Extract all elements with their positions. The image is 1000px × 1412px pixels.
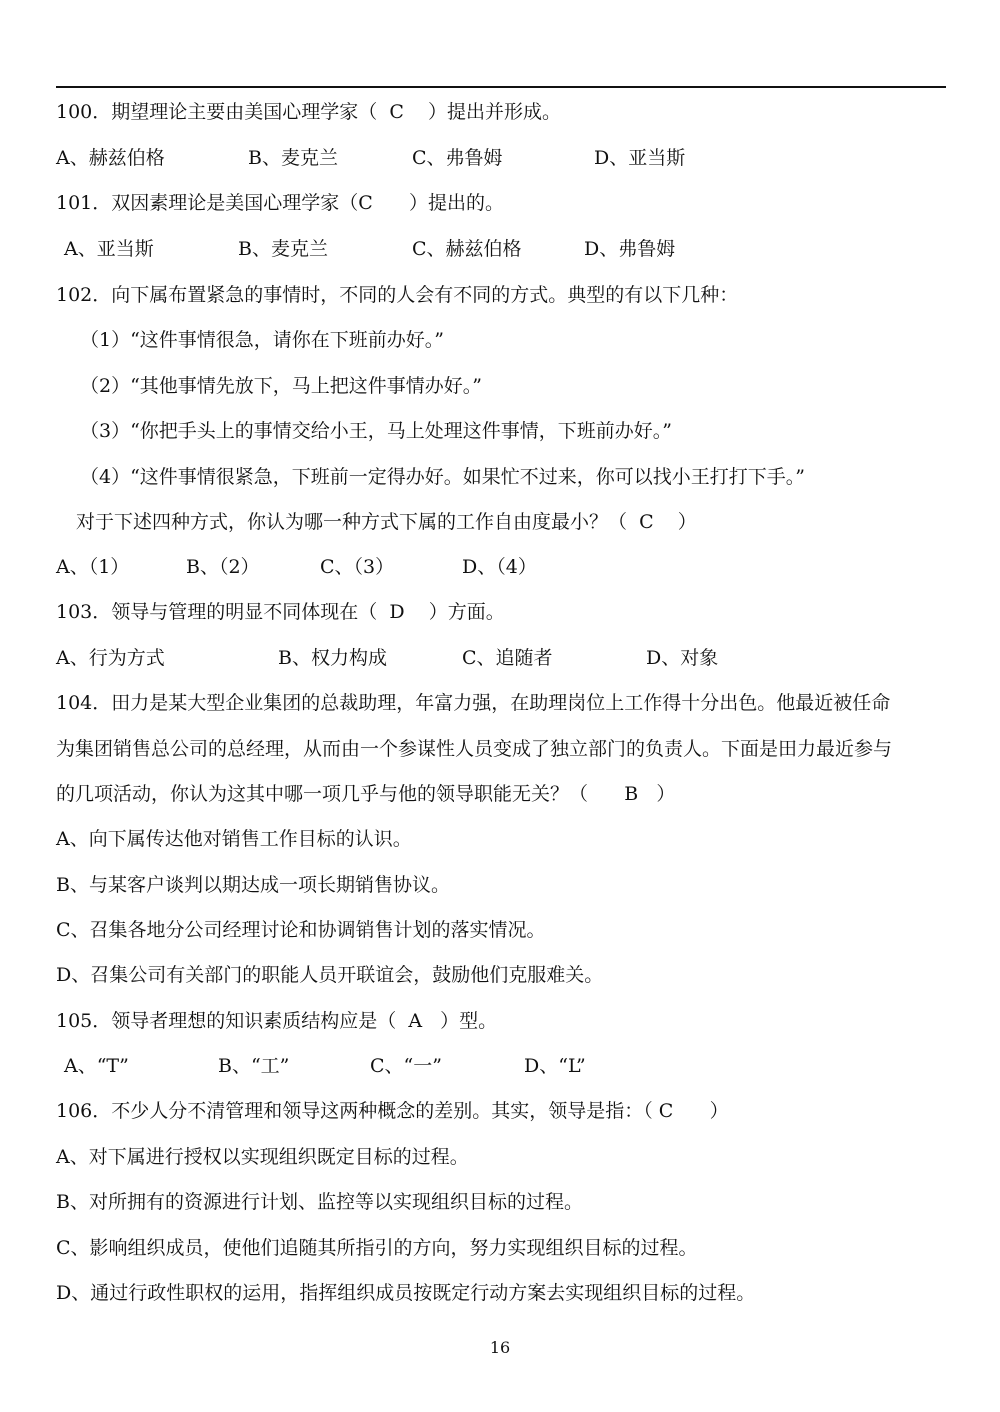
header-rule <box>56 86 946 88</box>
q106-option-a: A、对下属进行授权以实现组织既定目标的过程。 <box>56 1146 469 1168</box>
q103-option-b: B、权力构成 <box>278 647 387 669</box>
q102-case-2: （2）“其他事情先放下，马上把这件事情办好。” <box>80 375 483 397</box>
q101-option-a: A、亚当斯 <box>64 238 154 260</box>
q104-option-c: C、召集各地分公司经理讨论和协调销售计划的落实情况。 <box>56 919 546 941</box>
q100-option-a: A、赫兹伯格 <box>56 147 165 169</box>
q103-option-d: D、对象 <box>646 647 719 669</box>
q100-option-d: D、亚当斯 <box>594 147 686 169</box>
q105-option-a: A、“T” <box>64 1055 129 1077</box>
q104-option-d: D、召集公司有关部门的职能人员开联谊会，鼓励他们克服难关。 <box>56 964 604 986</box>
page-number: 16 <box>489 1338 511 1357</box>
question-100: 100．期望理论主要由美国心理学家（ C ）提出并形成。 <box>56 101 562 123</box>
question-103: 103．领导与管理的明显不同体现在（ D ）方面。 <box>56 601 505 623</box>
question-104-line-3: 的几项活动，你认为这其中哪一项几乎与他的领导职能无关？（ B ） <box>56 783 676 805</box>
q105-option-c: C、“一” <box>370 1055 442 1077</box>
q106-option-d: D、通过行政性职权的运用，指挥组织成员按既定行动方案去实现组织目标的过程。 <box>56 1282 756 1304</box>
question-104-line-2: 为集团销售总公司的总经理，从而由一个参谋性人员变成了独立部门的负责人。下面是田力最近参与 <box>56 738 893 760</box>
q102-ask: 对于下述四种方式，你认为哪一种方式下属的工作自由度最小？（ C ） <box>76 511 697 533</box>
question-101: 101．双因素理论是美国心理学家（C ）提出的。 <box>56 192 505 214</box>
q106-option-b: B、对所拥有的资源进行计划、监控等以实现组织目标的过程。 <box>56 1191 583 1213</box>
q104-option-b: B、与某客户谈判以期达成一项长期销售协议。 <box>56 874 450 896</box>
q100-option-c: C、弗鲁姆 <box>412 147 503 169</box>
q102-case-1: （1）“这件事情很急，请你在下班前办好。” <box>80 329 445 351</box>
q100-option-b: B、麦克兰 <box>248 147 338 169</box>
question-105: 105．领导者理想的知识素质结构应是（ A ）型。 <box>56 1010 498 1032</box>
q105-option-d: D、“L” <box>524 1055 586 1077</box>
q105-option-b: B、“工” <box>218 1055 290 1077</box>
q102-option-b: B、（2） <box>186 556 260 578</box>
q102-case-4: （4）“这件事情很紧急，下班前一定得办好。如果忙不过来，你可以找小王打打下手。” <box>80 466 806 488</box>
q104-option-a: A、向下属传达他对销售工作目标的认识。 <box>56 828 412 850</box>
question-102: 102．向下属布置紧急的事情时，不同的人会有不同的方式。典型的有以下几种： <box>56 284 739 306</box>
q102-option-a: A、（1） <box>56 556 130 578</box>
q101-option-b: B、麦克兰 <box>238 238 328 260</box>
q106-option-c: C、影响组织成员，使他们追随其所指引的方向，努力实现组织目标的过程。 <box>56 1237 698 1259</box>
q102-case-3: （3）“你把手头上的事情交给小王，马上处理这件事情，下班前办好。” <box>80 420 673 442</box>
question-106: 106．不少人分不清管理和领导这两种概念的差别。其实，领导是指：（ C ） <box>56 1100 729 1122</box>
q102-option-d: D、（4） <box>462 556 537 578</box>
q103-option-c: C、追随者 <box>462 647 553 669</box>
q101-option-c: C、赫兹伯格 <box>412 238 522 260</box>
q103-option-a: A、行为方式 <box>56 647 165 669</box>
q101-option-d: D、弗鲁姆 <box>584 238 676 260</box>
question-104-line-1: 104．田力是某大型企业集团的总裁助理，年富力强，在助理岗位上工作得十分出色。他最近被任命 <box>56 692 891 714</box>
q102-option-c: C、（3） <box>320 556 395 578</box>
